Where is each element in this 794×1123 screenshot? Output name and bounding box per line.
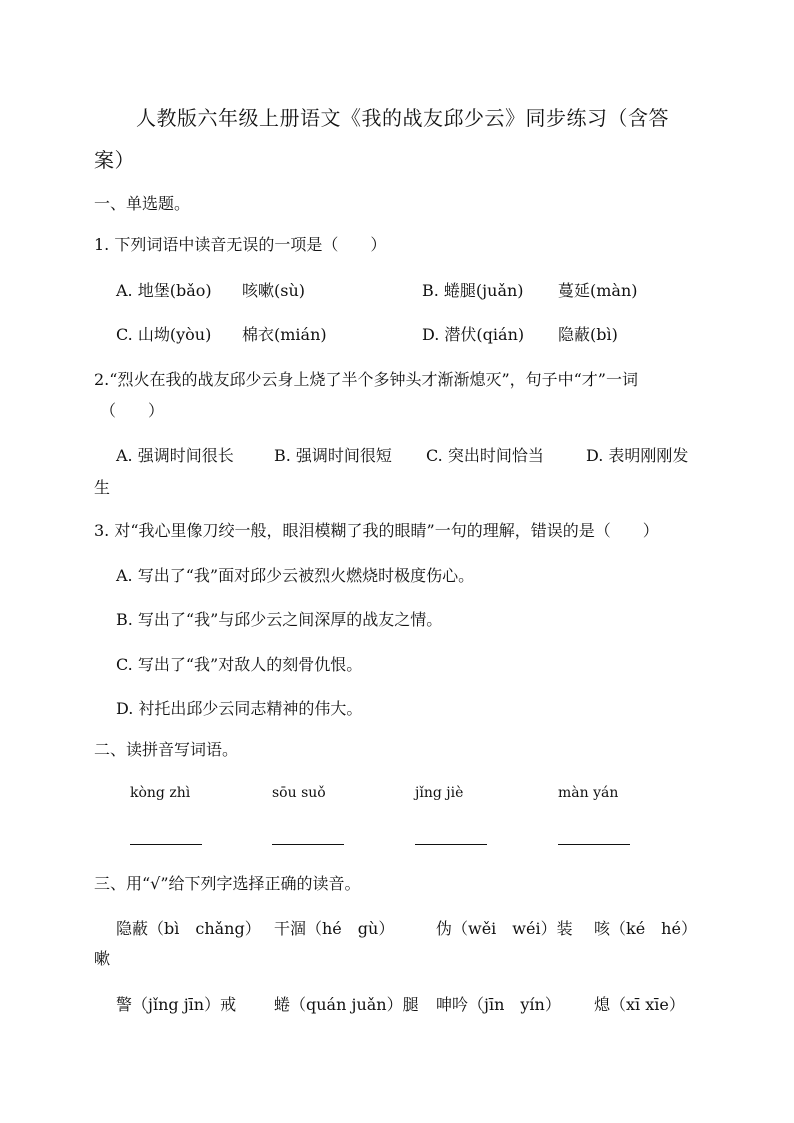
q1-option-a-word1[interactable]: A. 地堡(bǎo) bbox=[116, 281, 212, 300]
q1-option-c-word2: 棉衣(mián) bbox=[242, 325, 327, 344]
q1-option-b-word2: 蔓延(màn) bbox=[558, 281, 638, 300]
question-3-stem: 3. 对“我心里像刀绞一般，眼泪模糊了我的眼睛”一句的理解，错误的是（ ） bbox=[94, 521, 659, 540]
answer-blank-3[interactable] bbox=[415, 844, 487, 845]
answer-blank-1[interactable] bbox=[130, 844, 202, 845]
q3-option-d[interactable]: D. 衬托出邱少云同志精神的伟大。 bbox=[116, 699, 363, 718]
pronunciation-item-8[interactable]: 熄（xī xīe） bbox=[594, 995, 685, 1014]
pronunciation-item-7[interactable]: 呻吟（jīn yín） bbox=[436, 995, 561, 1014]
page-title-line1: 人教版六年级上册语文《我的战友邱少云》同步练习（含答 bbox=[136, 106, 669, 130]
q1-option-a-word2: 咳嗽(sù) bbox=[242, 281, 306, 300]
pronunciation-item-2[interactable]: 干涸（hé gù） bbox=[274, 919, 395, 938]
q3-option-b[interactable]: B. 写出了“我”与邱少云之间深厚的战友之情。 bbox=[116, 610, 443, 629]
question-1-stem: 1. 下列词语中读音无误的一项是（ ） bbox=[94, 235, 387, 254]
pronunciation-item-4[interactable]: 咳（ké hé） bbox=[594, 919, 697, 938]
pronunciation-item-4-continued: 嗽 bbox=[94, 949, 111, 968]
question-2-answer-paren: （ ） bbox=[100, 401, 165, 420]
answer-blank-4[interactable] bbox=[558, 844, 630, 845]
q2-option-a[interactable]: A. 强调时间很长 bbox=[116, 446, 234, 465]
pinyin-2: sōu suǒ bbox=[272, 785, 326, 801]
question-2-stem: 2.“烈火在我的战友邱少云身上烧了半个多钟头才渐渐熄灭”，句子中“才”一词 bbox=[94, 370, 638, 389]
q1-option-d-word1[interactable]: D. 潜伏(qián) bbox=[422, 325, 525, 344]
pronunciation-item-5[interactable]: 警（jǐng jīn）戒 bbox=[116, 995, 237, 1014]
q1-option-c-word1[interactable]: C. 山坳(yòu) bbox=[116, 325, 212, 344]
page-title-line2: 案） bbox=[94, 148, 135, 172]
q1-option-d-word2: 隐蔽(bì) bbox=[558, 325, 618, 344]
pronunciation-item-3[interactable]: 伪（wěi wéi）装 bbox=[436, 919, 573, 938]
pronunciation-item-1[interactable]: 隐蔽（bì chǎng） bbox=[116, 919, 261, 938]
q1-option-b-word1[interactable]: B. 蜷腿(juǎn) bbox=[422, 281, 524, 300]
section-heading-write-words: 二、读拼音写词语。 bbox=[94, 740, 239, 759]
section-heading-single-choice: 一、单选题。 bbox=[94, 194, 191, 213]
pinyin-4: màn yán bbox=[558, 785, 619, 801]
answer-blank-2[interactable] bbox=[272, 844, 344, 845]
section-heading-choose-pronunciation: 三、用“√”给下列字选择正确的读音。 bbox=[94, 874, 361, 893]
q2-option-d-continued: 生 bbox=[94, 478, 111, 497]
pinyin-3: jǐng jiè bbox=[415, 785, 464, 801]
pronunciation-item-6[interactable]: 蜷（quán juǎn）腿 bbox=[274, 995, 419, 1014]
pinyin-1: kòng zhì bbox=[130, 785, 191, 801]
q2-option-d[interactable]: D. 表明刚刚发 bbox=[586, 446, 689, 465]
q2-option-c[interactable]: C. 突出时间恰当 bbox=[426, 446, 544, 465]
q2-option-b[interactable]: B. 强调时间很短 bbox=[274, 446, 392, 465]
q3-option-c[interactable]: C. 写出了“我”对敌人的刻骨仇恨。 bbox=[116, 655, 363, 674]
q3-option-a[interactable]: A. 写出了“我”面对邱少云被烈火燃烧时极度伤心。 bbox=[116, 566, 475, 585]
